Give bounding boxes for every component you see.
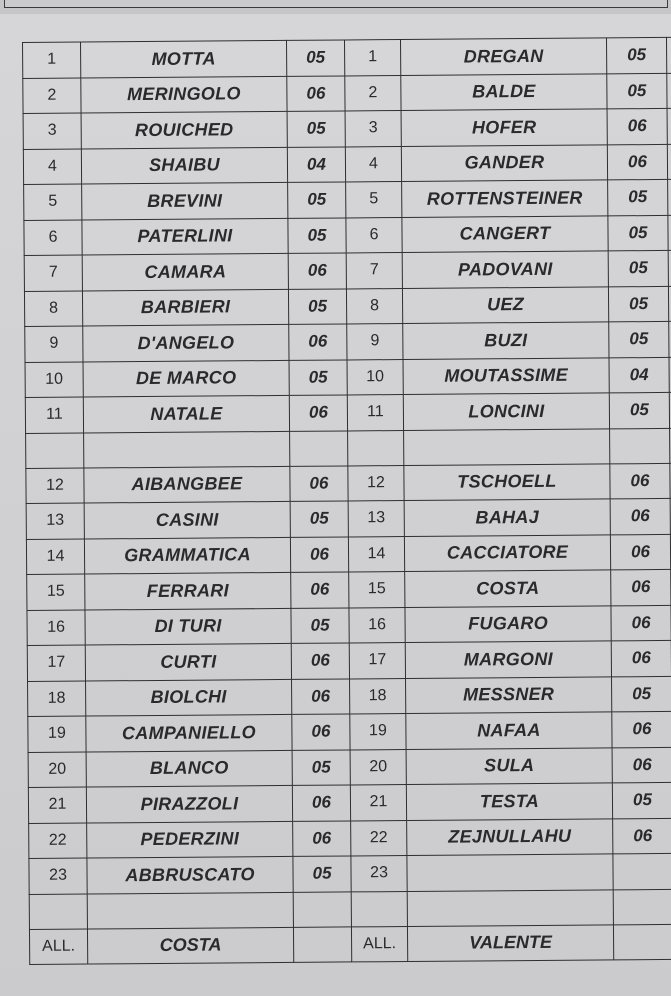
player-row (24, 179, 671, 220)
away-player-name: TSCHOELL (404, 463, 610, 500)
home-shirt-number: 8 (24, 291, 82, 327)
home-shirt-number: 19 (28, 716, 86, 752)
away-player-name: BUZI (403, 322, 609, 359)
away-coach-label: ALL. (351, 926, 407, 962)
home-shirt-number: 15 (27, 574, 85, 610)
away-shirt-number: 11 (347, 395, 403, 431)
home-shirt-number: 1 (23, 42, 81, 78)
away-player-grade: 06 (610, 498, 670, 534)
home-player-name: FERRARI (85, 572, 291, 609)
away-coach-name: VALENTE (407, 924, 613, 961)
away-shirt-number: 6 (346, 217, 402, 253)
away-shirt-number: 9 (347, 324, 403, 360)
away-shirt-number: 2 (345, 75, 401, 111)
home-shirt-number: 7 (24, 255, 82, 291)
home-player-grade: 05 (288, 217, 346, 253)
player-row (24, 286, 671, 327)
away-shirt-number: 14 (348, 536, 404, 572)
home-shirt-number: 17 (27, 645, 85, 681)
empty-cell (293, 891, 351, 926)
home-coach-name: COSTA (87, 927, 293, 964)
home-player-grade: 05 (290, 501, 348, 537)
away-player-name: NAFAA (406, 712, 612, 749)
player-row (24, 215, 671, 256)
player-row (28, 711, 671, 752)
away-player-name: SULA (406, 747, 612, 784)
home-player-grade: 06 (290, 536, 348, 572)
home-player-name: DI TURI (85, 608, 291, 645)
away-player-name: CANGERT (402, 215, 608, 252)
player-row (24, 250, 671, 291)
home-player-grade: 06 (292, 714, 350, 750)
home-player-grade: 04 (287, 146, 345, 182)
away-player-grade: 05 (609, 321, 669, 357)
away-player-grade: 05 (607, 73, 667, 109)
home-player-grade: 05 (289, 359, 347, 395)
home-player-name: BREVINI (82, 182, 288, 219)
away-player-grade: 06 (613, 818, 671, 854)
home-player-grade: 06 (293, 820, 351, 856)
away-shirt-number: 19 (350, 714, 406, 750)
home-player-grade: 05 (288, 288, 346, 324)
player-row (26, 498, 671, 539)
header-box-edge (4, 0, 668, 8)
player-row (23, 144, 671, 185)
away-player-name: MARGONI (405, 641, 611, 678)
home-player-name: CAMPANIELLO (86, 714, 292, 751)
away-player-name: BALDE (401, 73, 607, 110)
away-player-grade: 06 (611, 605, 671, 641)
home-player-grade: 05 (288, 182, 346, 218)
away-player-grade: 06 (611, 569, 671, 605)
away-player-grade: 05 (609, 392, 669, 428)
lineup-sheet (0, 14, 671, 996)
away-shirt-number: 23 (351, 856, 407, 892)
away-player-name: TESTA (406, 783, 612, 820)
away-player-name: ROTTENSTEINER (402, 180, 608, 217)
home-player-name: BLANCO (86, 750, 292, 787)
home-player-name: CAMARA (82, 253, 288, 290)
away-shirt-number: 5 (346, 182, 402, 218)
lineups-table (22, 37, 671, 965)
home-player-name: PATERLINI (82, 218, 288, 255)
home-player-grade: 06 (289, 395, 347, 431)
away-player-grade: 06 (611, 640, 671, 676)
home-player-grade: 06 (288, 253, 346, 289)
away-player-grade: 05 (608, 179, 668, 215)
empty-cell (87, 892, 293, 929)
away-player-grade: 05 (612, 676, 671, 712)
home-shirt-number: 6 (24, 220, 82, 256)
home-player-name: PIRAZZOLI (86, 785, 292, 822)
empty-cell (29, 894, 87, 929)
empty-cell (407, 889, 613, 926)
spacer-row (26, 428, 671, 468)
player-row (23, 37, 671, 78)
home-player-name: BARBIERI (82, 289, 288, 326)
right-edge-cell (668, 179, 671, 215)
home-player-name: AIBANGBEE (84, 466, 290, 503)
away-shirt-number: 12 (348, 465, 404, 501)
away-shirt-number: 21 (350, 785, 406, 821)
player-row (27, 605, 671, 646)
player-row (27, 640, 671, 681)
away-player-name: ZEJNULLAHU (407, 818, 613, 855)
coach-row (29, 924, 671, 965)
home-shirt-number: 23 (29, 858, 87, 894)
home-player-grade: 06 (290, 465, 348, 501)
home-shirt-number: 20 (28, 752, 86, 788)
away-player-name: MESSNER (406, 676, 612, 713)
player-row (23, 73, 671, 114)
empty-cell (290, 430, 348, 465)
home-player-name: PEDERZINI (87, 821, 293, 858)
player-row (25, 357, 671, 398)
away-player-grade: 05 (608, 286, 668, 322)
away-player-name: MOUTASSIME (403, 357, 609, 394)
home-player-name: DE MARCO (83, 360, 289, 397)
home-player-grade: 06 (291, 572, 349, 608)
away-player-grade: 06 (612, 711, 671, 747)
away-shirt-number: 7 (346, 253, 402, 289)
empty-cell (84, 431, 290, 468)
away-player-name: CACCIATORE (404, 534, 610, 571)
away-player-name: BAHAJ (404, 499, 610, 536)
right-edge-cell (667, 144, 671, 180)
home-player-grade: 06 (291, 643, 349, 679)
away-shirt-number: 3 (345, 111, 401, 147)
home-shirt-number: 21 (28, 787, 86, 823)
away-player-name: DREGAN (400, 38, 606, 75)
away-player-grade: 05 (612, 782, 671, 818)
home-shirt-number: 5 (24, 184, 82, 220)
empty-cell (351, 891, 407, 926)
away-shirt-number: 13 (348, 501, 404, 537)
away-player-grade: 06 (607, 108, 667, 144)
home-player-grade: 06 (292, 785, 350, 821)
empty-cell (348, 430, 404, 465)
player-row (25, 392, 671, 433)
home-player-grade: 06 (287, 75, 345, 111)
home-player-name: MERINGOLO (81, 76, 287, 113)
empty-cell (610, 428, 670, 463)
home-shirt-number: 10 (25, 362, 83, 398)
away-player-grade: 05 (608, 215, 668, 251)
away-shirt-number: 18 (350, 678, 406, 714)
spacer-row (29, 889, 671, 929)
home-player-name: NATALE (83, 395, 289, 432)
away-player-name: HOFER (401, 109, 607, 146)
away-shirt-number: 16 (349, 607, 405, 643)
away-player-grade: 05 (608, 250, 668, 286)
away-shirt-number: 17 (349, 643, 405, 679)
away-player-grade: 06 (612, 747, 671, 783)
away-shirt-number: 4 (345, 146, 401, 182)
home-player-grade: 05 (293, 856, 351, 892)
home-player-grade: 05 (292, 749, 350, 785)
away-player-grade: 05 (606, 37, 666, 73)
away-shirt-number: 10 (347, 359, 403, 395)
away-shirt-number: 1 (344, 40, 400, 76)
home-player-grade: 05 (286, 40, 344, 76)
home-player-name: ABBRUSCATO (87, 856, 293, 893)
player-row (26, 534, 671, 575)
home-shirt-number: 18 (28, 681, 86, 717)
home-player-name: BIOLCHI (86, 679, 292, 716)
home-shirt-number: 13 (26, 503, 84, 539)
empty-cell (293, 926, 351, 962)
away-player-name: UEZ (402, 286, 608, 323)
away-player-name: FUGARO (405, 605, 611, 642)
home-coach-label: ALL. (29, 929, 87, 965)
player-row (23, 108, 671, 149)
away-shirt-number: 22 (351, 820, 407, 856)
player-row (28, 676, 671, 717)
player-row (27, 569, 671, 610)
empty-cell (404, 428, 610, 465)
player-row (29, 853, 671, 894)
away-player-grade: 04 (609, 357, 669, 393)
home-player-name: CASINI (84, 501, 290, 538)
away-player-name: COSTA (405, 570, 611, 607)
home-shirt-number: 11 (25, 397, 83, 433)
away-shirt-number: 8 (346, 288, 402, 324)
home-shirt-number: 4 (23, 149, 81, 185)
home-shirt-number: 12 (26, 468, 84, 504)
away-player-grade (613, 853, 671, 889)
home-shirt-number: 14 (26, 539, 84, 575)
away-player-grade: 06 (607, 144, 667, 180)
away-player-name (407, 854, 613, 891)
away-player-grade: 06 (610, 463, 670, 499)
home-player-grade: 05 (291, 607, 349, 643)
home-player-name: GRAMMATICA (84, 537, 290, 574)
empty-cell (26, 433, 84, 468)
player-row (28, 782, 671, 823)
home-player-name: MOTTA (81, 40, 287, 77)
player-row (26, 463, 671, 504)
home-player-grade: 06 (289, 324, 347, 360)
home-player-name: SHAIBU (81, 147, 287, 184)
home-shirt-number: 22 (29, 823, 87, 859)
lineups-body (23, 37, 671, 964)
right-edge-cell (667, 73, 671, 109)
right-edge-cell (666, 37, 671, 73)
home-shirt-number: 9 (25, 326, 83, 362)
empty-cell (613, 924, 671, 960)
player-row (29, 818, 671, 859)
away-player-name: PADOVANI (402, 251, 608, 288)
away-shirt-number: 15 (349, 572, 405, 608)
right-edge-cell (667, 108, 671, 144)
home-player-name: CURTI (85, 643, 291, 680)
away-player-name: GANDER (401, 144, 607, 181)
home-shirt-number: 2 (23, 78, 81, 114)
home-player-grade: 05 (287, 111, 345, 147)
home-player-name: D'ANGELO (83, 324, 289, 361)
player-row (28, 747, 671, 788)
away-player-name: LONCINI (403, 393, 609, 430)
away-player-grade: 06 (610, 534, 670, 570)
player-row (25, 321, 671, 362)
away-shirt-number: 20 (350, 749, 406, 785)
home-player-grade: 06 (292, 678, 350, 714)
home-shirt-number: 3 (23, 113, 81, 149)
home-shirt-number: 16 (27, 610, 85, 646)
empty-cell (613, 889, 671, 924)
home-player-name: ROUICHED (81, 111, 287, 148)
